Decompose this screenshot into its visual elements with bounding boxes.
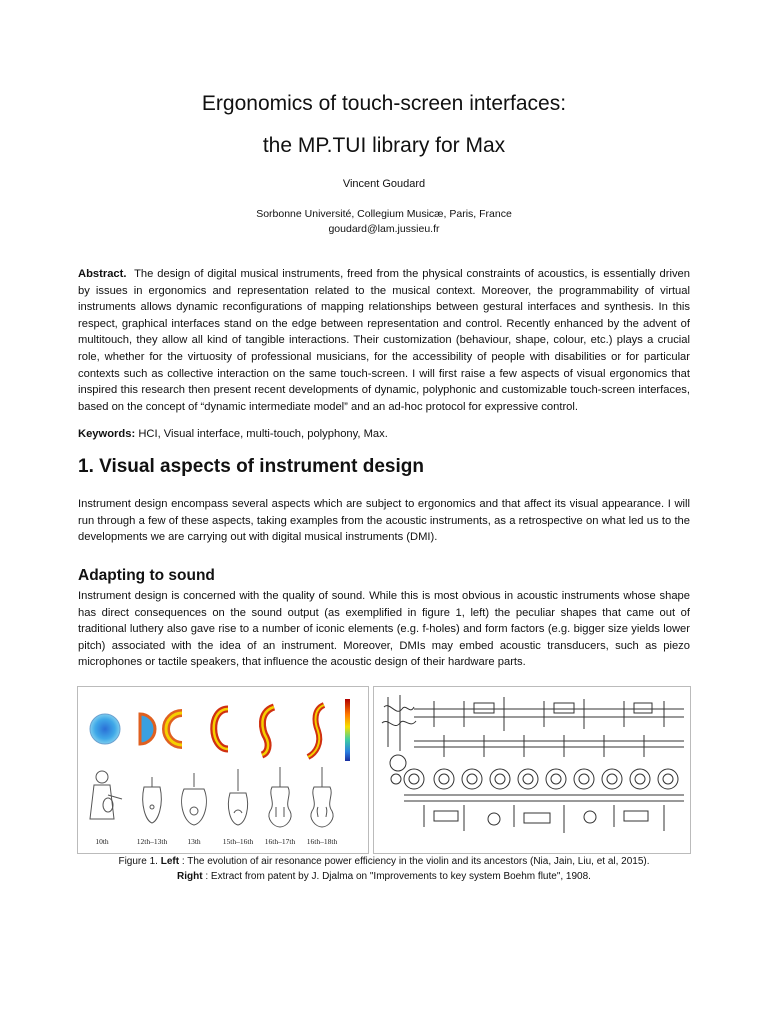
flute-patent-drawing	[374, 687, 690, 853]
figure-1	[77, 686, 691, 852]
figure-1-caption-line2	[0, 870, 768, 885]
flute-upper-mechanism	[414, 697, 684, 731]
caption-left-text: : The evolution of air resonance power efficiency in the violin and its ancestors (Nia, Jain, Liu, et al, 2015).	[181, 856, 650, 867]
century-label-10th: 10th	[95, 837, 109, 846]
patent-signature-scribble	[382, 695, 416, 784]
shape-c-arc	[166, 713, 182, 745]
keywords	[78, 426, 690, 443]
subsection-adapting-to-sound-text: Instrument design is concerned with the quality of sound. While this is most obvious in acoustic instruments whose shape has direct consequences on the sound output (as exemplified in figure 1, left) the peculiar shapes that came out of traditional luthery also gave rise to a number of iconic elements (e.g. f-holes) and form factors (e.g. bigger size yields lower pitch) associated with the idea of an instrument. Moreover, DMIs may embed acoustic transducers, such as piezo microphones or tactile speakers, that influence the acoustic design of their hardware parts.	[78, 590, 690, 669]
instrument-player-sketch	[90, 771, 122, 819]
figure-1-caption-line1	[0, 855, 768, 870]
subsection-adapting-to-sound-heading: Adapting to sound	[78, 567, 215, 584]
century-label-13th: 13th	[187, 837, 201, 846]
century-label-16th-17th: 16th–17th	[264, 837, 296, 846]
author-email: goudard@lam.jussieu.fr	[328, 223, 440, 235]
keywords-label: Keywords:	[78, 428, 136, 440]
abstract	[78, 266, 690, 415]
flute-lower-mechanism	[404, 795, 684, 833]
paper-title-line1: Ergonomics of touch-screen interfaces:	[201, 92, 567, 115]
instrument-violin-sketch	[311, 767, 333, 827]
abstract-text: The design of digital musical instruments, freed from the physical constraints of acoustics, is essentially driven by issues in ergonomics and representation related to the musical context. Moreover, the programmability of virtual instruments allows dynamic reconfigurations of mapping relationships between gestural interfaces and synthesis. In this respect, graphical interfaces stand on the edge between representation and control. Recently enhanced by the advent of multitouch, they allow all kind of tangible interactions. Their customization (behaviour, shape, colour, etc.) plays a crucial role, whether for the virtuosity of professional musicians, for the accessibility of people with disabilities or for particular contexts such as collective interaction on the same touch-screen. I will first raise a few aspects of visual ergonomics that inspired this research then present recent developments of dynamic, polyphonic and customizable touch-screen interfaces, based on the concept of “dynamic intermediate model” and an ad-hoc protocol for expressive control.	[78, 268, 690, 413]
figure-1-right-panel	[373, 686, 691, 854]
caption-left-label: Left	[160, 856, 180, 867]
author-name: Vincent Goudard	[342, 178, 426, 190]
instrument-rebec-sketch	[182, 773, 207, 825]
resonance-evolution-figure	[78, 687, 368, 853]
keywords-text: HCI, Visual interface, multi-touch, polyphony, Max.	[138, 428, 388, 440]
century-label-15th-16th: 15th–16th	[222, 837, 254, 846]
instrument-lyra-sketch	[143, 777, 162, 823]
color-scale-bar	[345, 699, 350, 761]
section-1-intro: Instrument design encompass several aspects which are subject to ergonomics and that affect its visual appearance. I will run through a few of these aspects, taking examples from the acoustic instruments, as a retrospective on what led us to the developments we are carrying out with digital musical instruments (DMI).	[78, 498, 690, 544]
instrument-sketches	[90, 767, 333, 827]
caption-right-text: : Extract from patent by J. Djalma on "Improvements to key system Boehm flute", 1908.	[205, 871, 591, 882]
shape-circle	[90, 714, 120, 744]
abstract-label: Abstract.	[78, 268, 127, 280]
century-label-16th-18th: 16th–18th	[306, 837, 338, 846]
shape-half-disc	[140, 714, 155, 744]
flute-key-cups	[404, 769, 678, 789]
century-label-12th-13th: 12th–13th	[136, 837, 168, 846]
caption-right-label: Right	[177, 871, 203, 882]
section-1-heading: 1. Visual aspects of instrument design	[78, 456, 424, 477]
figure-1-left-panel	[77, 686, 369, 854]
instrument-viol-sketch	[269, 767, 291, 827]
caption-prefix: Figure 1.	[118, 856, 158, 867]
affiliation: Sorbonne Université, Collegium Musicæ, Paris, France	[256, 208, 512, 220]
paper-title-line2: the MP.TUI library for Max	[262, 134, 506, 157]
flute-middle-rods	[414, 735, 684, 757]
resonance-shapes	[90, 699, 350, 761]
instrument-lute-sketch	[228, 769, 247, 825]
